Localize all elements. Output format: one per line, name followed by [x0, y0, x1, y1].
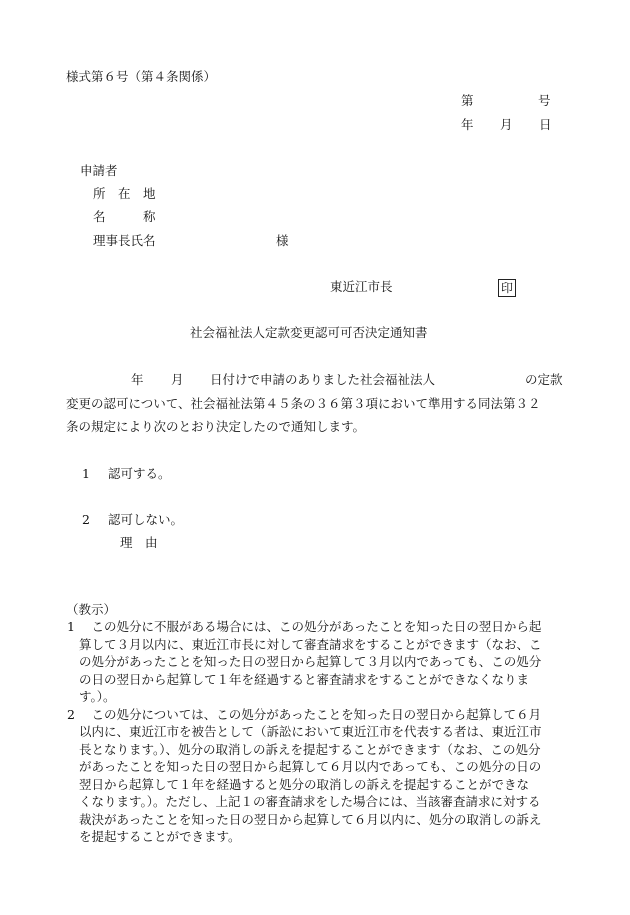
note-1-line-4: の日の翌日から起算して１年を経過すると審査請求をすることができなくなりま: [79, 672, 530, 687]
body-month: 月: [171, 372, 184, 387]
note-2-line-8: を提起することができます。: [79, 829, 241, 844]
notes-heading: （教示）: [66, 602, 117, 617]
note-2-line-2: 以内に、東近江市を被告として（訴訟において東近江市を代表する者は、東近江市: [79, 724, 542, 739]
seal-box: 印: [498, 279, 516, 297]
name-label: 名 称: [93, 209, 156, 224]
note-2-line-3: 長となります。）、処分の取消しの訴えを提起することができます（なお、この処分: [79, 742, 541, 757]
body-line1-text: 日付けで申請のありました社会福祉法人: [210, 372, 436, 387]
note-1-number: 1: [67, 619, 75, 634]
applicant-heading: 申請者: [80, 163, 118, 178]
note-2-number: 2: [67, 707, 75, 722]
body-line3: 条の規定により次のとおり決定したので通知します。: [66, 419, 366, 434]
decision-2-text: 認可しない。: [108, 512, 184, 527]
doc-number-suffix: 号: [538, 93, 551, 108]
issuer-title: 東近江市長: [330, 279, 393, 294]
body-line1-end: の定款: [525, 372, 563, 387]
body-year: 年: [131, 372, 144, 387]
form-number: 様式第６号（第４条関係）: [66, 69, 217, 84]
note-2-line-4: があったことを知った日の翌日から起算して６月以内であっても、この処分の日の: [79, 759, 542, 774]
address-label: 所 在 地: [93, 186, 156, 201]
note-2-line-1: この処分については、この処分があったことを知った日の翌日から起算して６月: [79, 707, 542, 722]
doc-number-prefix: 第: [461, 93, 474, 108]
decision-1-number: 1: [82, 466, 90, 481]
reason-label: 理 由: [120, 535, 158, 550]
decision-2-number: 2: [82, 512, 90, 527]
note-2-line-7: 裁決があったことを知った日の翌日から起算して６月以内に、処分の取消しの訴え: [79, 812, 542, 827]
note-1-line-1: この処分に不服がある場合には、この処分があったことを知った日の翌日から起: [79, 619, 542, 634]
honorific: 様: [276, 233, 289, 248]
date-day: 日: [539, 117, 552, 132]
decision-1-text: 認可する。: [108, 466, 171, 481]
note-1-line-3: の処分があったことを知った日の翌日から起算して３月以内であっても、この処分: [79, 654, 542, 669]
note-2-line-5: 翌日から起算して１年を経過すると処分の取消しの訴えを提起することができな: [79, 777, 530, 792]
document-title: 社会福祉法人定款変更認可可否決定通知書: [190, 325, 428, 340]
chair-label: 理事長氏名: [93, 233, 156, 248]
note-2-line-6: くなります。）。ただし、上記１の審査請求をした場合には、当該審査請求に対する: [79, 794, 541, 809]
note-1-line-5: す。）。: [79, 689, 116, 704]
body-line2: 変更の認可について、社会福祉法第４５条の３６第３項において準用する同法第３２: [66, 396, 541, 411]
date-year: 年: [461, 117, 474, 132]
note-1-line-2: 算して３月以内に、東近江市長に対して審査請求をすることができます（なお、こ: [79, 637, 542, 652]
date-month: 月: [500, 117, 513, 132]
